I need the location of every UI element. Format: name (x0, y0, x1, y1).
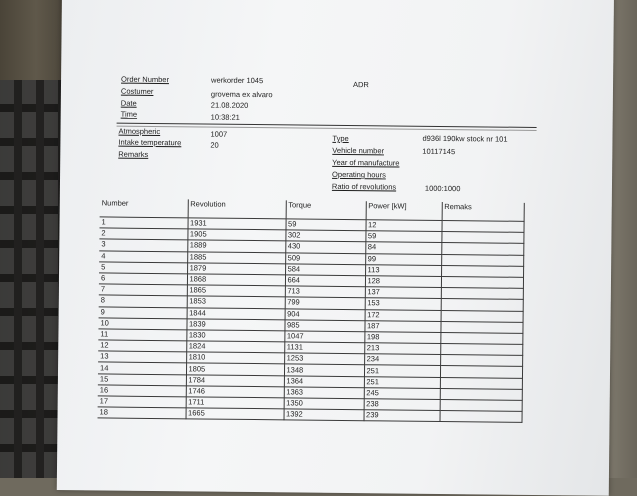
costumer-value: grovema ex alvaro (210, 89, 273, 100)
cell-number: 11 (98, 329, 186, 341)
cell-torque: 1392 (284, 409, 364, 421)
cell-remarks (441, 276, 523, 288)
cell-remarks (441, 220, 523, 232)
type-label: Type (332, 133, 349, 144)
header-number: Number (100, 198, 188, 217)
cell-number: 16 (98, 385, 186, 397)
header-revolution: Revolution (188, 199, 286, 219)
cell-power: 84 (365, 242, 441, 254)
cell-number: 10 (98, 318, 186, 330)
remarks-label: Remarks (118, 149, 149, 159)
cell-torque: 1047 (284, 331, 364, 343)
cell-remarks (441, 310, 523, 322)
cell-power: 245 (364, 387, 440, 399)
cell-torque: 430 (285, 241, 365, 253)
cell-number: 7 (99, 284, 187, 296)
ratio-of-revolutions-value: 1000:1000 (424, 183, 461, 194)
cell-number: 17 (98, 396, 186, 408)
adr-label: ADR (352, 80, 369, 90)
cell-remarks (440, 388, 522, 400)
cell-torque: 904 (285, 308, 365, 320)
cell-number: 8 (99, 295, 187, 307)
cell-torque: 664 (285, 275, 365, 287)
cell-torque: 302 (285, 230, 365, 242)
cell-number: 18 (98, 407, 186, 419)
intake-temperature-value: 20 (210, 140, 219, 150)
cell-revolution: 1868 (187, 274, 285, 286)
cell-torque: 1131 (284, 342, 364, 354)
cell-revolution: 1865 (187, 285, 285, 297)
cell-power: 251 (364, 365, 440, 377)
cell-revolution: 1879 (187, 263, 285, 275)
vehicle-number-value: 10117145 (422, 146, 456, 157)
cell-remarks (441, 232, 523, 244)
cell-number: 14 (98, 362, 186, 374)
cell-remarks (441, 288, 523, 300)
cell-torque: 985 (284, 320, 364, 332)
cell-revolution: 1889 (187, 240, 285, 252)
cell-revolution: 1839 (186, 319, 284, 331)
cell-power: 172 (365, 309, 441, 321)
ratio-of-revolutions-label: Ratio of revolutions (331, 181, 397, 192)
cell-power: 234 (364, 354, 440, 366)
cell-revolution: 1844 (187, 307, 285, 319)
cell-remarks (440, 377, 522, 389)
cell-revolution: 1665 (186, 408, 284, 420)
order-number-label: Order Number (121, 74, 170, 85)
cell-power: 198 (364, 332, 440, 344)
cell-remarks (440, 355, 522, 367)
cell-torque: 509 (285, 252, 365, 264)
cell-number: 4 (99, 250, 187, 262)
cell-revolution: 1830 (186, 330, 284, 342)
cell-power: 12 (365, 220, 441, 232)
cell-power: 113 (365, 264, 441, 276)
cell-remarks (441, 254, 523, 266)
cell-number: 9 (99, 306, 187, 318)
cell-number: 5 (99, 262, 187, 274)
cell-torque: 1348 (284, 364, 364, 376)
intake-temperature-label: Intake temperature (118, 137, 182, 148)
time-value: 10:38:21 (210, 112, 240, 122)
cell-revolution: 1810 (186, 352, 284, 364)
date-value: 21.08.2020 (210, 100, 249, 110)
cell-revolution: 1805 (186, 363, 284, 375)
cell-torque: 59 (285, 219, 365, 231)
cell-number: 12 (98, 340, 186, 352)
cell-power: 238 (364, 399, 440, 411)
cell-revolution: 1905 (187, 229, 285, 241)
cell-torque: 1364 (284, 375, 364, 387)
cell-number: 15 (98, 374, 186, 386)
cell-torque: 713 (285, 286, 365, 298)
cell-revolution: 1711 (186, 397, 284, 409)
cell-number: 3 (99, 239, 187, 251)
cell-power: 187 (364, 320, 440, 332)
header-remarks: Remaks (442, 202, 524, 221)
cell-remarks (440, 399, 522, 411)
cell-revolution: 1824 (186, 341, 284, 353)
cell-power: 59 (365, 231, 441, 243)
operating-hours-label: Operating hours (332, 169, 386, 180)
cell-number: 2 (99, 228, 187, 240)
cell-torque: 799 (285, 297, 365, 309)
cell-torque: 584 (285, 264, 365, 276)
cell-remarks (439, 411, 521, 423)
vehicle-number-label: Vehicle number (332, 145, 385, 156)
cell-torque: 1350 (284, 398, 364, 410)
atmospheric-label: Atmospheric (118, 126, 161, 137)
cell-revolution: 1784 (186, 374, 284, 386)
date-label: Date (120, 98, 137, 108)
cell-remarks (441, 299, 523, 311)
type-value: d936l 190kw stock nr 101 (422, 133, 508, 144)
cell-power: 251 (364, 376, 440, 388)
cell-power: 128 (365, 276, 441, 288)
cell-torque: 1253 (284, 353, 364, 365)
cell-remarks (441, 265, 523, 277)
cell-remarks (440, 344, 522, 356)
cell-power: 153 (365, 298, 441, 310)
cell-power: 99 (365, 253, 441, 265)
cell-power: 213 (364, 343, 440, 355)
cell-number: 1 (100, 217, 188, 229)
cell-revolution: 1853 (187, 296, 285, 308)
measurement-table (98, 198, 525, 423)
order-number-value: werkorder 1045 (211, 75, 264, 86)
cell-revolution: 1931 (188, 218, 286, 230)
header-torque: Torque (286, 200, 366, 219)
year-of-manufacture-label: Year of manufacture (332, 157, 400, 168)
cell-torque: 1363 (284, 387, 364, 399)
atmospheric-value: 1007 (210, 129, 228, 139)
time-label: Time (120, 109, 138, 119)
cell-revolution: 1885 (187, 251, 285, 263)
costumer-label: Costumer (120, 86, 154, 96)
cell-number: 6 (99, 273, 187, 285)
cell-revolution: 1746 (186, 386, 284, 398)
cell-remarks (440, 366, 522, 378)
cell-power: 239 (364, 410, 440, 422)
cell-number: 13 (98, 351, 186, 363)
header-power: Power [kW] (366, 201, 442, 220)
cell-remarks (440, 332, 522, 344)
cell-remarks (441, 243, 523, 255)
printed-sheet (57, 0, 614, 496)
cell-remarks (440, 321, 522, 333)
cell-power: 137 (365, 287, 441, 299)
